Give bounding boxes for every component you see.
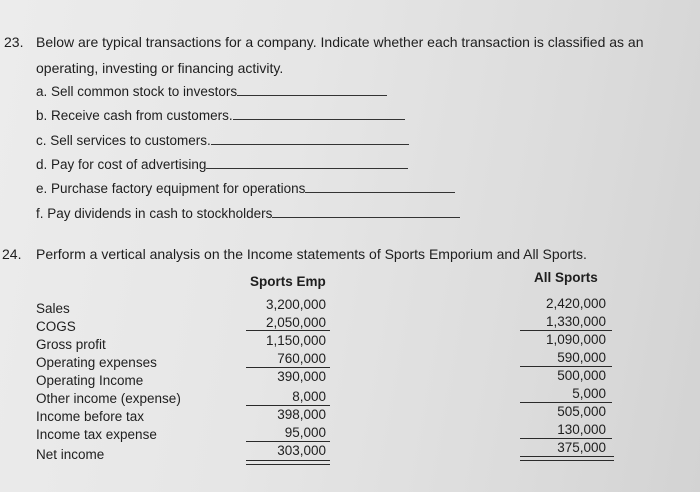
sports-emp-operating-income: 390,000 bbox=[277, 369, 326, 384]
sports-emp-income-before-tax: 398,000 bbox=[277, 407, 326, 422]
column-header-sports-emporium: Sports Emp bbox=[250, 274, 326, 289]
sports-emp-net-income: 303,000 bbox=[277, 443, 326, 458]
item-c-answer-blank[interactable] bbox=[211, 143, 409, 145]
row-label-gross-profit: Gross profit bbox=[36, 337, 106, 352]
row-label-net-income: Net income bbox=[36, 447, 105, 462]
row-label-sales: Sales bbox=[36, 301, 70, 316]
row-label-operating-income: Operating Income bbox=[36, 373, 144, 388]
sports-emp-income-tax-expense: 95,000 bbox=[284, 425, 326, 440]
all-sports-sales: 2,420,000 bbox=[545, 296, 606, 311]
row-label-income-before-tax: Income before tax bbox=[36, 409, 145, 424]
column-header-all-sports: All Sports bbox=[534, 270, 598, 285]
item-e-answer-blank[interactable] bbox=[305, 191, 455, 193]
all-sports-rule-cogs bbox=[520, 330, 612, 331]
item-d-text: d. Pay for cost of advertising bbox=[36, 157, 207, 172]
sports-emp-rule-net-1 bbox=[246, 460, 330, 461]
all-sports-rule-net-1 bbox=[520, 456, 614, 457]
question-24-prompt: Perform a vertical analysis on the Income statements of Sports Emporium and All Sports. bbox=[36, 246, 587, 262]
sports-emp-rule-tax bbox=[246, 441, 330, 442]
item-c-text: c. Sell services to customers. bbox=[36, 133, 211, 148]
question-23-prompt-line1: Below are typical transactions for a company. Indicate whether each transaction is classified as an bbox=[36, 34, 644, 50]
row-label-income-tax-expense: Income tax expense bbox=[36, 427, 157, 442]
item-a-text: a. Sell common stock to investors bbox=[36, 84, 238, 99]
question-23-item-e bbox=[36, 181, 455, 196]
all-sports-operating-income: 500,000 bbox=[557, 368, 606, 383]
row-label-cogs: COGS bbox=[36, 319, 76, 334]
item-f-text: f. Pay dividends in cash to stockholders bbox=[36, 206, 273, 221]
question-23-prompt-line2: operating, investing or financing activity. bbox=[36, 60, 284, 76]
all-sports-rule-opex bbox=[520, 366, 612, 367]
question-23-number: 23. bbox=[4, 34, 24, 50]
question-23-item-a bbox=[36, 84, 387, 99]
sports-emp-other-income: 8,000 bbox=[292, 389, 326, 404]
all-sports-rule-tax bbox=[520, 438, 612, 439]
all-sports-gross-profit: 1,090,000 bbox=[545, 332, 606, 347]
sports-emp-rule-other bbox=[246, 405, 330, 406]
all-sports-rule-other bbox=[520, 402, 612, 403]
sports-emp-gross-profit: 1,150,000 bbox=[265, 333, 326, 348]
question-24-number: 24. bbox=[2, 246, 22, 262]
item-e-text: e. Purchase factory equipment for operations bbox=[36, 181, 306, 196]
question-23-item-d bbox=[36, 157, 408, 172]
all-sports-income-tax-expense: 130,000 bbox=[557, 422, 606, 437]
all-sports-other-income: 5,000 bbox=[572, 386, 606, 401]
all-sports-cogs: 1,330,000 bbox=[545, 314, 606, 329]
item-b-text: b. Receive cash from customers. bbox=[36, 108, 233, 123]
all-sports-net-income: 375,000 bbox=[557, 440, 606, 455]
item-a-answer-blank[interactable] bbox=[237, 94, 387, 96]
row-label-other-income: Other income (expense) bbox=[36, 391, 181, 406]
sports-emp-rule-opex bbox=[246, 367, 330, 368]
item-f-answer-blank[interactable] bbox=[272, 216, 460, 218]
all-sports-rule-net-2 bbox=[520, 460, 614, 461]
item-d-answer-blank[interactable] bbox=[206, 167, 408, 169]
item-b-answer-blank[interactable] bbox=[233, 118, 405, 120]
question-23-item-f bbox=[36, 206, 460, 221]
sports-emp-rule-net-2 bbox=[246, 464, 330, 465]
sports-emp-operating-expenses: 760,000 bbox=[277, 351, 326, 366]
sports-emp-cogs: 2,050,000 bbox=[265, 315, 326, 330]
question-23-item-b bbox=[36, 108, 405, 123]
sports-emp-rule-cogs bbox=[246, 330, 330, 331]
row-label-operating-expenses: Operating expenses bbox=[36, 355, 157, 370]
sports-emp-sales: 3,200,000 bbox=[265, 297, 326, 312]
question-23-item-c bbox=[36, 133, 409, 148]
all-sports-income-before-tax: 505,000 bbox=[557, 404, 606, 419]
all-sports-operating-expenses: 590,000 bbox=[557, 350, 606, 365]
